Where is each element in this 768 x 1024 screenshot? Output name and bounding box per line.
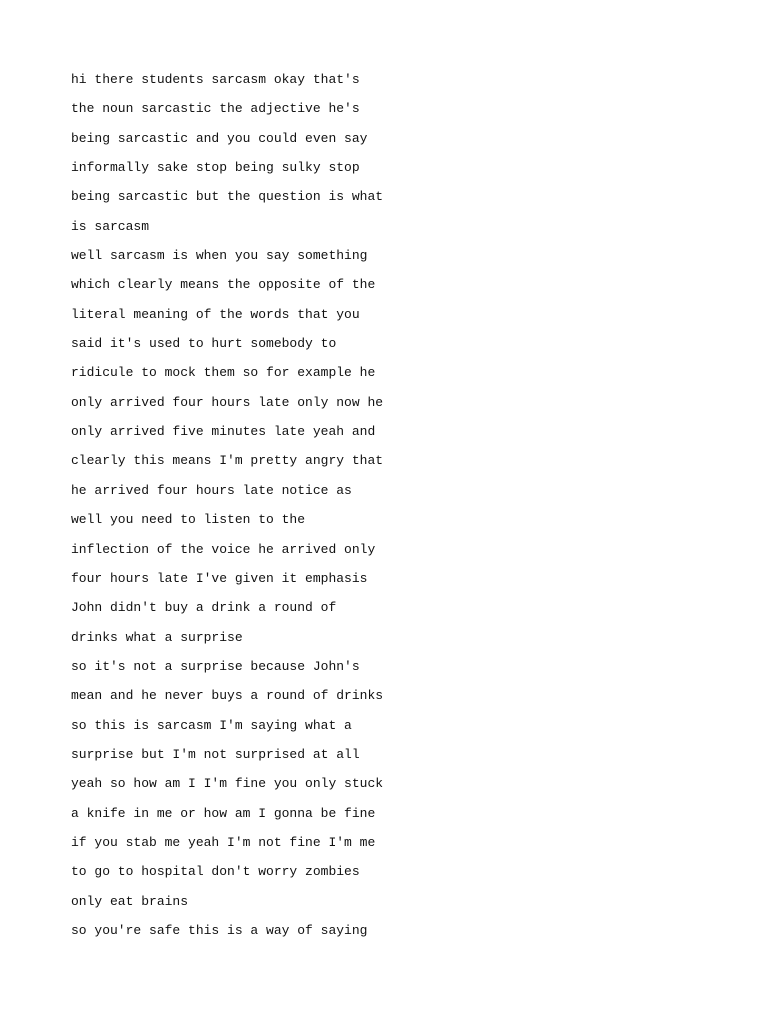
transcript-line: which clearly means the opposite of the <box>71 277 376 293</box>
transcript-line: informally sake stop being sulky stop <box>71 160 360 176</box>
transcript-line: being sarcastic and you could even say <box>71 130 368 146</box>
transcript-line: only eat brains <box>71 893 189 909</box>
transcript-line: ridicule to mock them so for example he <box>71 365 376 381</box>
transcript-line: to go to hospital don't worry zombies <box>71 864 360 880</box>
transcript-line: John didn't buy a drink a round of <box>71 600 337 616</box>
transcript-line: only arrived five minutes late yeah and <box>71 424 376 440</box>
transcript-line: said it's used to hurt somebody to <box>71 336 337 352</box>
transcript-line: four hours late I've given it emphasis <box>71 570 368 586</box>
transcript-line: only arrived four hours late only now he <box>71 394 384 410</box>
transcript-line: the noun sarcastic the adjective he's <box>71 101 360 117</box>
transcript-page <box>71 68 711 948</box>
transcript-line: inflection of the voice he arrived only <box>71 541 376 557</box>
transcript-line: well you need to listen to the <box>71 512 306 528</box>
transcript-line: surprise but I'm not surprised at all <box>71 746 360 762</box>
transcript-line: literal meaning of the words that you <box>71 306 360 322</box>
transcript-line: so this is sarcasm I'm saying what a <box>71 717 352 733</box>
transcript-line: so it's not a surprise because John's <box>71 658 360 674</box>
transcript-line: if you stab me yeah I'm not fine I'm me <box>71 834 376 850</box>
transcript-line: he arrived four hours late notice as <box>71 482 352 498</box>
transcript-line: drinks what a surprise <box>71 629 243 645</box>
transcript-line: clearly this means I'm pretty angry that <box>71 453 384 469</box>
transcript-line: a knife in me or how am I gonna be fine <box>71 805 376 821</box>
transcript-line: is sarcasm <box>71 218 150 234</box>
transcript-line: hi there students sarcasm okay that's <box>71 72 360 87</box>
transcript-line: so you're safe this is a way of saying <box>71 922 368 938</box>
transcript-line: being sarcastic but the question is what <box>71 189 384 205</box>
transcript-line: yeah so how am I I'm fine you only stuck <box>71 776 384 792</box>
transcript-line: mean and he never buys a round of drinks <box>71 688 384 704</box>
transcript-line: well sarcasm is when you say something <box>71 248 368 264</box>
